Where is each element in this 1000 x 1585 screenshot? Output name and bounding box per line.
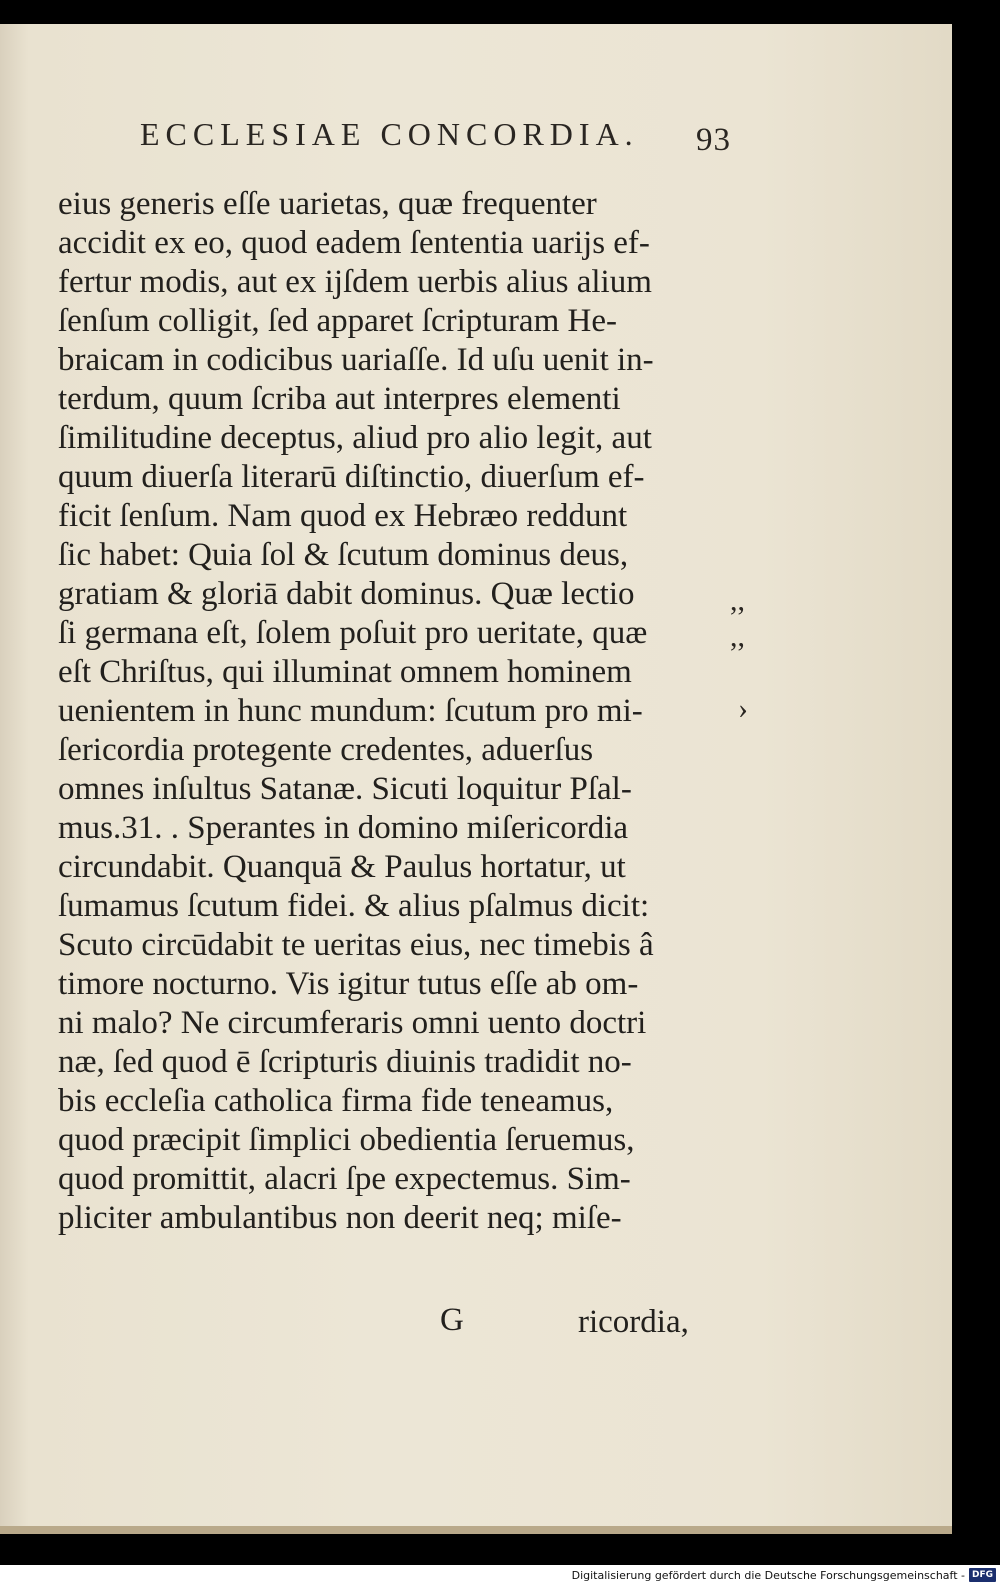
text-line: ficit ſenſum. Nam quod ex Hebræo reddunt (58, 498, 628, 534)
catchword: ricordia, (578, 1304, 689, 1340)
dfg-logo: DFG (969, 1568, 996, 1582)
text-line: ſimilitudine deceptus, aliud pro alio legit, aut (58, 420, 652, 456)
text-line: ſericordia protegente credentes, aduerſus (58, 732, 594, 768)
text-line: terdum, quum ſcriba aut interpres elementi (58, 381, 621, 417)
margin-quotation-marks (730, 584, 770, 744)
margin-mark: › (738, 692, 748, 725)
text-line: ſic habet: Quia ſol & ſcutum dominus deus, (58, 537, 629, 573)
text-line: eius generis eſſe uarietas, quæ frequenter (58, 186, 597, 222)
text-line: eſt Chriſtus, qui illuminat omnem hominem (58, 654, 632, 690)
text-line: timore nocturno. Vis igitur tutus eſſe ab om- (58, 966, 639, 1002)
book-page (0, 24, 952, 1534)
text-line: gratiam & gloriā dabit dominus. Quæ lectio (58, 576, 635, 612)
text-line: ſenſum colligit, ſed apparet ſcripturam He- (58, 303, 617, 339)
text-line: ſumamus ſcutum fidei. & alius pſalmus dicit: (58, 888, 650, 924)
text-line: quod præcipit ſimplici obedientia ſeruemus, (58, 1122, 635, 1158)
credit-text: Digitalisierung gefördert durch die Deutsche Forschungsgemeinschaft - (571, 1568, 965, 1582)
body-text (58, 184, 748, 1344)
text-line: ni malo? Ne circumferaris omni uento doctri (58, 1005, 647, 1041)
digitization-credit (572, 1567, 996, 1583)
text-line: braicam in codicibus uariaſſe. Id uſu uenit in- (58, 342, 654, 378)
text-line: pliciter ambulantibus non deerit neq; miſe- (58, 1200, 622, 1236)
page-number: 93 (696, 122, 731, 158)
text-line: quod promittit, alacri ſpe expectemus. Sim- (58, 1161, 631, 1197)
text-line: uenientem in hunc mundum: ſcutum pro mi- (58, 693, 643, 729)
running-title: ECCLESIAE CONCORDIA. (140, 116, 639, 152)
margin-mark: ,, (730, 620, 745, 653)
catchline (430, 1302, 750, 1342)
text-line: mus.31. . Sperantes in domino miſericordia (58, 810, 629, 846)
margin-mark: ,, (730, 584, 745, 617)
text-line: næ, ſed quod ē ſcripturis diuinis tradidit no- (58, 1044, 632, 1080)
running-head (140, 116, 740, 166)
signature-mark: G (440, 1302, 464, 1338)
text-line: bis eccleſia catholica firma fide teneamus, (58, 1083, 614, 1119)
text-line: ſi germana eſt, ſolem poſuit pro ueritate, quæ (58, 615, 648, 651)
text-line: fertur modis, aut ex ijſdem uerbis alius alium (58, 264, 652, 300)
text-line: omnes inſultus Satanæ. Sicuti loquitur Pſal- (58, 771, 632, 807)
text-line: accidit ex eo, quod eadem ſententia uarijs ef- (58, 225, 650, 261)
text-line: circundabit. Quanquā & Paulus hortatur, ut (58, 849, 626, 885)
text-line: quum diuerſa literarū diſtinctio, diuerſum ef- (58, 459, 645, 495)
text-line: Scuto circūdabit te ueritas eius, nec timebis â (58, 927, 654, 963)
